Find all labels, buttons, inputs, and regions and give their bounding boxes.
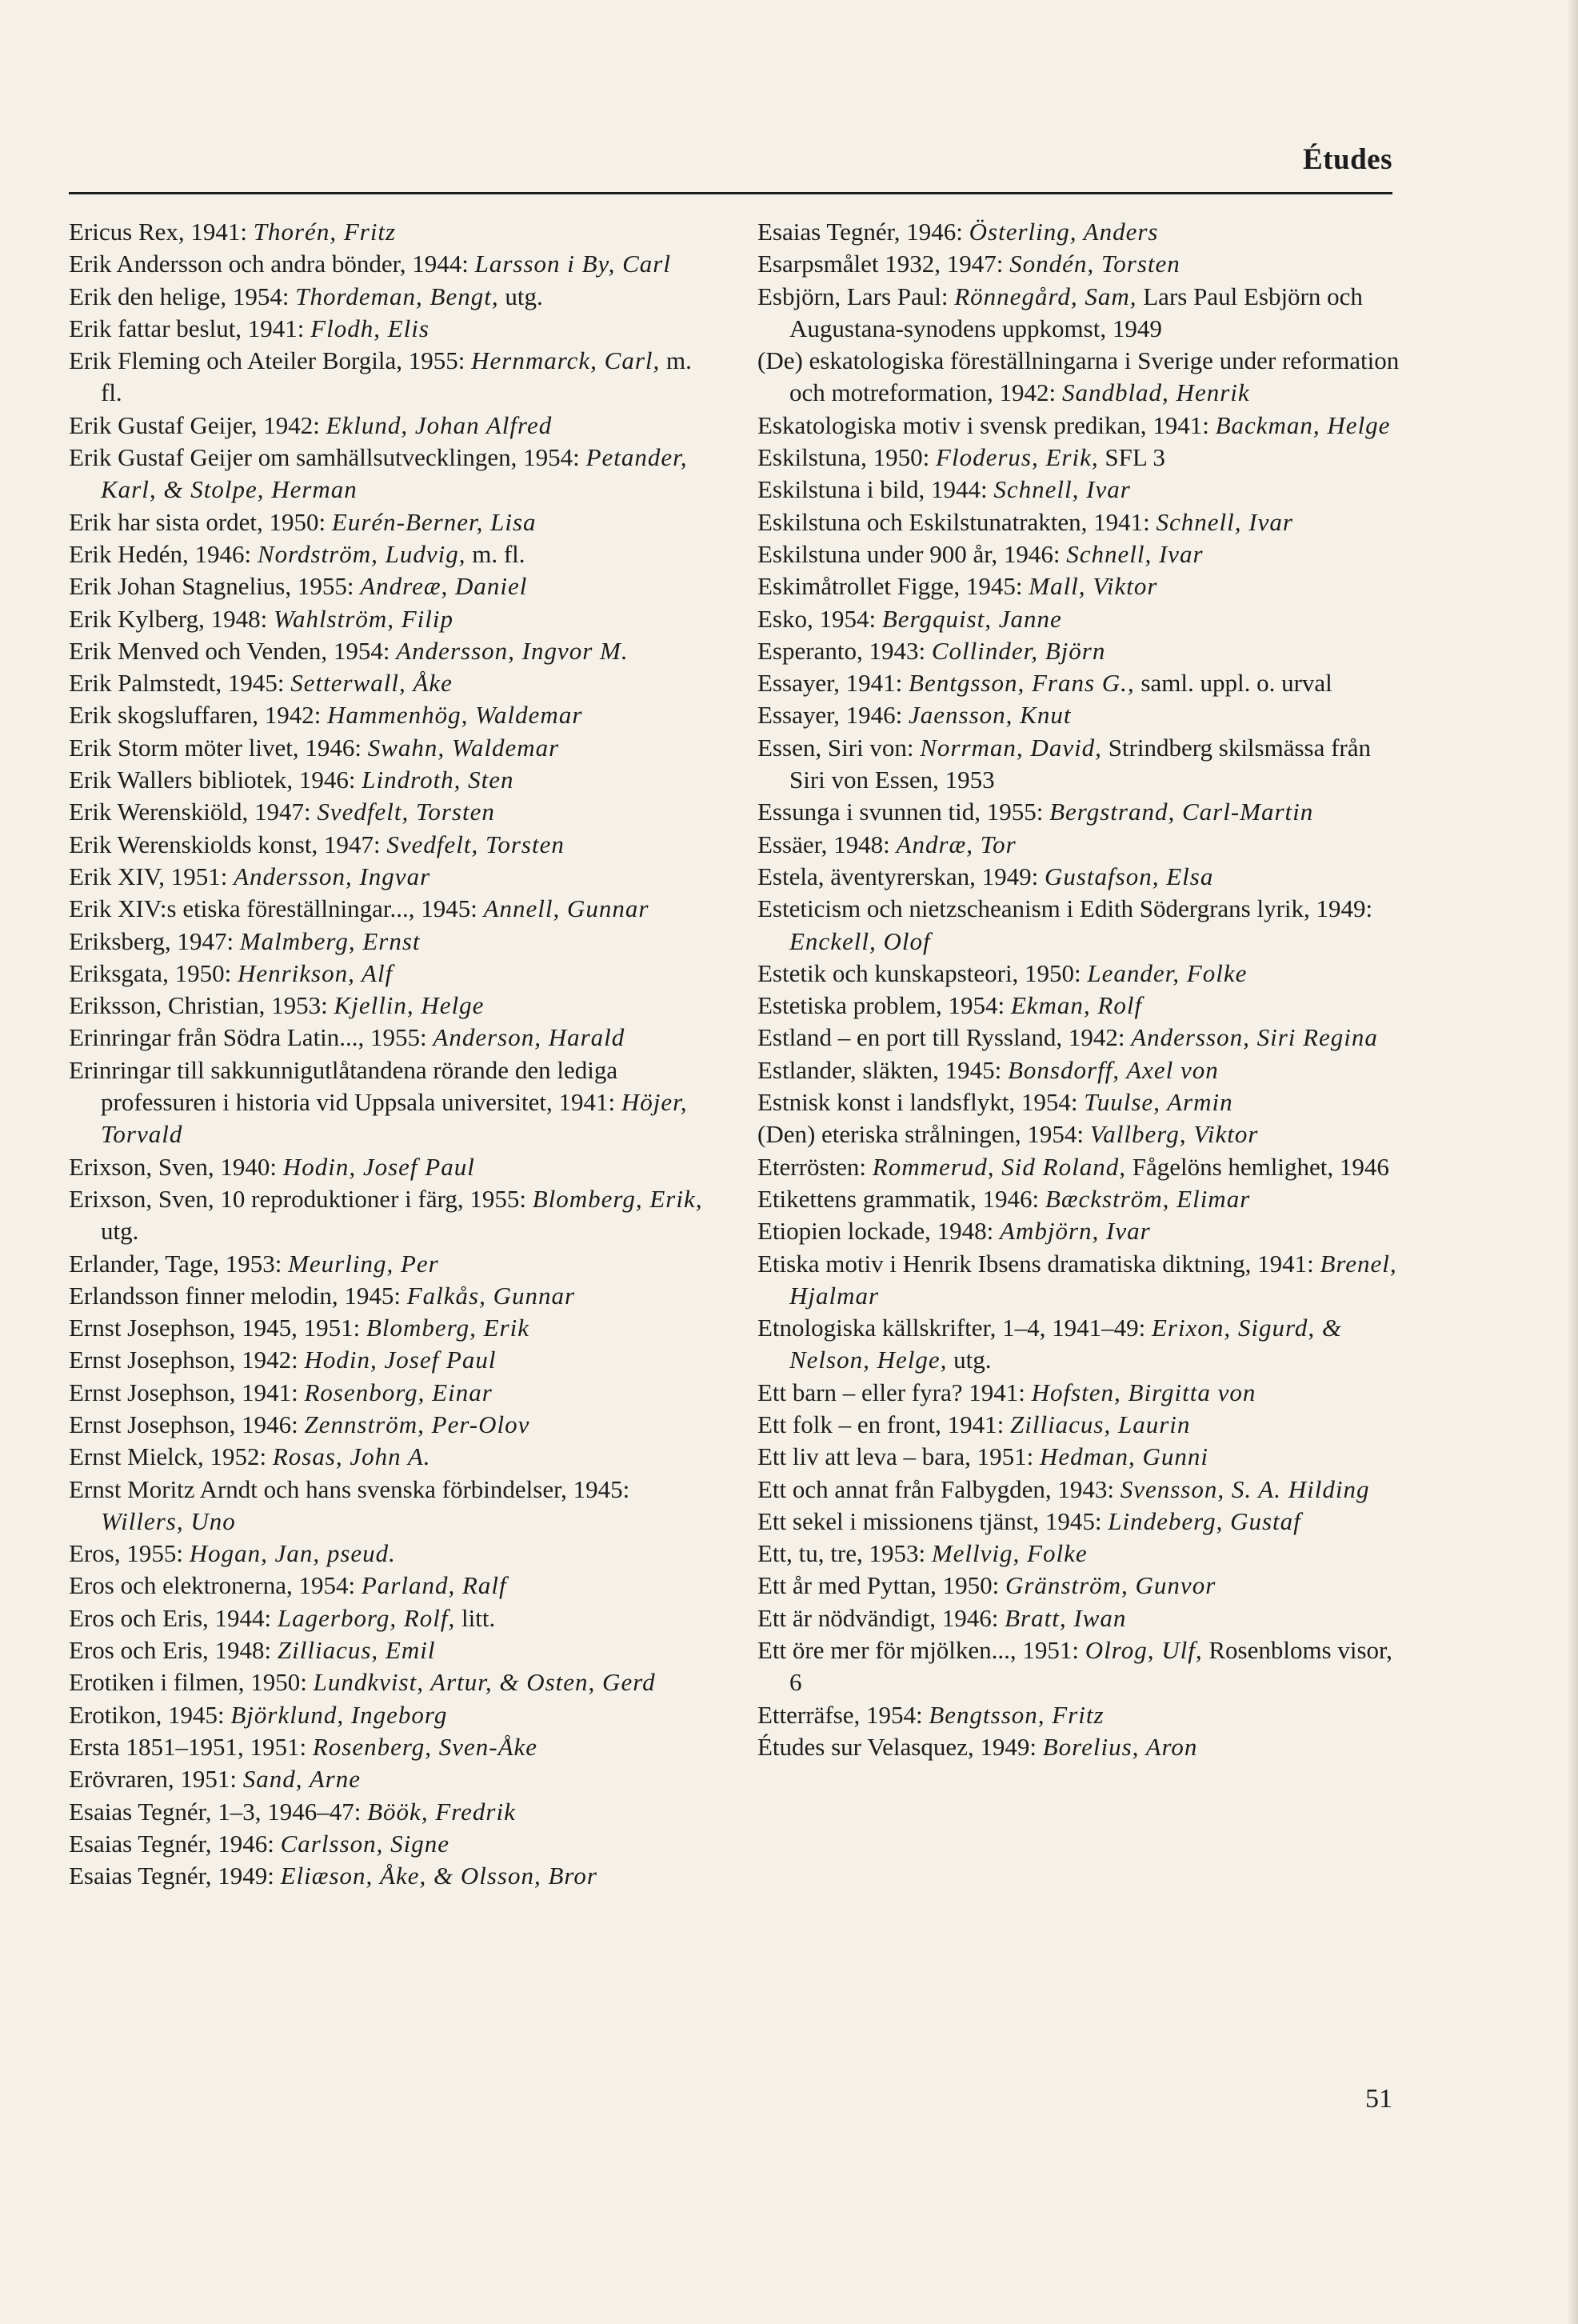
entry-author: Zilliacus, Emil: [277, 1636, 436, 1665]
entry-author: Schnell, Ivar: [993, 475, 1131, 504]
entry-title: Estetiska problem, 1954:: [757, 991, 1011, 1020]
index-entry: [69, 1344, 717, 1376]
index-entry: [69, 313, 717, 345]
entry-title: Etiopien lockade, 1948:: [757, 1217, 1001, 1246]
index-entry: [757, 1699, 1405, 1731]
entry-suffix: m. fl.: [101, 346, 692, 407]
index-entry: [69, 1634, 717, 1666]
page-number: 51: [1365, 2084, 1392, 2114]
entry-author: Willers, Uno: [101, 1506, 236, 1535]
entry-title: Esteticism och nietzscheanism i Edith Södergrans lyrik, 1949:: [757, 894, 1373, 923]
index-entry: [757, 216, 1405, 248]
entry-title: Eriksson, Christian, 1953:: [69, 991, 334, 1020]
entry-author: Collinder, Björn: [931, 636, 1106, 665]
entry-title: Erik Storm möter livet, 1946:: [69, 733, 368, 762]
index-entry: [69, 1312, 717, 1344]
index-entry: [757, 1538, 1405, 1570]
entry-title: Erik fattar beslut, 1941:: [69, 314, 311, 342]
index-entry: [757, 1409, 1405, 1441]
entry-title: Eterrösten:: [757, 1152, 873, 1181]
index-entry: [757, 1248, 1405, 1313]
index-entry: [757, 538, 1405, 570]
entry-author: Andreæ, Daniel: [360, 572, 528, 601]
index-entry: [69, 1248, 717, 1280]
entry-title: Erövraren, 1951:: [69, 1765, 243, 1794]
entry-title: Ett liv att leva – bara, 1951:: [757, 1442, 1040, 1471]
entry-author: Olrog, Ulf,: [1085, 1636, 1203, 1665]
entry-title: Etterräfse, 1954:: [757, 1700, 929, 1729]
entry-title: Ernst Josephson, 1945, 1951:: [69, 1314, 366, 1342]
entry-title: Esperanto, 1943:: [757, 636, 932, 665]
entry-suffix: saml. uppl. o. urval: [1134, 669, 1332, 698]
entry-author: Rosenberg, Sven-Åke: [312, 1732, 538, 1761]
index-entry: [69, 1763, 717, 1795]
entry-author: Bonsdorff, Axel von: [1008, 1055, 1219, 1084]
index-entry: [69, 958, 717, 990]
entry-title: Estnisk konst i landsflykt, 1954:: [757, 1088, 1085, 1117]
index-entry: [757, 1731, 1405, 1763]
entry-title: Estela, äventyrerskan, 1949:: [757, 862, 1045, 890]
entry-title: Etnologiska källskrifter, 1–4, 1941–49:: [757, 1314, 1152, 1342]
index-entry: [69, 990, 717, 1022]
entry-title: Eskilstuna under 900 år, 1946:: [757, 539, 1067, 568]
index-entry: [757, 281, 1405, 346]
index-entry: [757, 474, 1405, 506]
index-entry: [69, 1538, 717, 1570]
entry-title: Erik Werenskiolds konst, 1947:: [69, 830, 387, 858]
index-entry: [69, 764, 717, 796]
entry-title: Eskatologiska motiv i svensk predikan, 1941:: [757, 410, 1216, 439]
entry-title: (Den) eteriska strålningen, 1954:: [757, 1120, 1090, 1149]
entry-author: Eklund, Johan Alfred: [326, 410, 553, 439]
entry-title: Erik Kylberg, 1948:: [69, 604, 274, 633]
entry-title: Erik Gustaf Geijer om samhällsutvecklingen, 1954:: [69, 443, 586, 472]
entry-author: Böök, Fredrik: [367, 1797, 516, 1826]
index-entry: [69, 506, 717, 538]
entry-author: Höjer, Torvald: [101, 1088, 688, 1149]
index-entry: [757, 1570, 1405, 1602]
index-entry: [69, 829, 717, 861]
entry-title: Ernst Josephson, 1942:: [69, 1346, 305, 1374]
entry-author: Nordström, Ludvig,: [257, 539, 466, 568]
left-column: [69, 216, 717, 1892]
index-entry: [69, 570, 717, 602]
index-entry: [757, 603, 1405, 635]
index-entry: [69, 1731, 717, 1763]
entry-title: Esaias Tegnér, 1–3, 1946–47:: [69, 1797, 368, 1826]
entry-author: Tuulse, Armin: [1084, 1088, 1233, 1117]
entry-author: Björklund, Ingeborg: [230, 1700, 448, 1729]
entry-author: Kjellin, Helge: [334, 991, 485, 1020]
entry-title: Eros, 1955:: [69, 1539, 190, 1568]
index-entry: [757, 1183, 1405, 1215]
index-entry: [757, 1377, 1405, 1409]
index-entry: [69, 1570, 717, 1602]
entry-author: Sondén, Torsten: [1009, 250, 1181, 278]
entry-title: Erik Palmstedt, 1945:: [69, 669, 291, 698]
index-entry: [757, 570, 1405, 602]
entry-title: Erik skogsluffaren, 1942:: [69, 701, 328, 730]
entry-author: Bratt, Iwan: [1005, 1603, 1127, 1632]
entry-author: Zilliacus, Laurin: [1009, 1410, 1191, 1438]
entry-title: Ersta 1851–1951, 1951:: [69, 1732, 313, 1761]
entry-author: Setterwall, Åke: [290, 669, 453, 698]
entry-title: Eriksberg, 1947:: [69, 926, 240, 955]
entry-title: Ett barn – eller fyra? 1941:: [757, 1378, 1032, 1406]
index-entry: [69, 410, 717, 442]
entry-title: Esko, 1954:: [757, 604, 882, 633]
index-entry: [757, 732, 1405, 797]
entry-title: Ett år med Pyttan, 1950:: [757, 1571, 1005, 1600]
entry-suffix: Fågelöns hemlighet, 1946: [1125, 1152, 1389, 1181]
index-entry: [69, 1409, 717, 1441]
entry-author: Leander, Folke: [1087, 958, 1248, 987]
entry-title: Erik Menved och Venden, 1954:: [69, 636, 397, 665]
entry-title: Essen, Siri von:: [757, 733, 921, 762]
entry-title: Ett folk – en front, 1941:: [757, 1410, 1010, 1438]
entry-author: Jaensson, Knut: [909, 701, 1072, 730]
entry-title: Erotiken i filmen, 1950:: [69, 1668, 314, 1697]
entry-title: Ernst Josephson, 1946:: [69, 1410, 305, 1438]
index-entry: [757, 506, 1405, 538]
entry-author: Rosenborg, Einar: [304, 1378, 493, 1406]
index-entry: [69, 1699, 717, 1731]
entry-title: (De) eskatologiska föreställningarna i Sverige under reformation och motreformation, 1942:: [757, 346, 1400, 407]
entry-author: Sand, Arne: [242, 1765, 361, 1794]
entry-suffix: utg.: [947, 1346, 992, 1374]
index-entry: [757, 1086, 1405, 1118]
index-entry: [69, 442, 717, 506]
entry-author: Rommerud, Sid Roland,: [872, 1152, 1126, 1181]
entry-suffix: SFL 3: [1098, 443, 1165, 472]
index-entry: [69, 1666, 717, 1698]
index-entry: [69, 1796, 717, 1828]
entry-title: Erik den helige, 1954:: [69, 282, 296, 310]
index-entry: [69, 538, 717, 570]
entry-title: Esaias Tegnér, 1946:: [757, 218, 969, 246]
entry-author: Ekman, Rolf: [1010, 991, 1143, 1020]
entry-title: Estland – en port till Ryssland, 1942:: [757, 1023, 1132, 1052]
index-entry: [69, 1860, 717, 1892]
index-entry: [69, 1441, 717, 1473]
entry-author: Erixon, Sigurd, & Nelson, Helge,: [789, 1314, 1342, 1374]
entry-author: Bergstrand, Carl-Martin: [1049, 798, 1314, 826]
entry-title: Études sur Velasquez, 1949:: [757, 1732, 1043, 1761]
index-entry: [757, 990, 1405, 1022]
entry-author: Sandblad, Henrik: [1061, 378, 1250, 407]
entry-title: Ett öre mer för mjölken..., 1951:: [757, 1636, 1085, 1665]
entry-author: Floderus, Erik,: [936, 443, 1099, 472]
index-entry: [757, 1022, 1405, 1054]
entry-author: Borelius, Aron: [1042, 1732, 1198, 1761]
entry-author: Eliæson, Åke, & Olsson, Bror: [280, 1862, 597, 1890]
entry-author: Anderson, Harald: [433, 1023, 625, 1052]
entry-title: Erik Fleming och Ateiler Borgila, 1955:: [69, 346, 472, 375]
index-entry: [69, 1280, 717, 1312]
entry-suffix: utg.: [101, 1217, 139, 1246]
entry-author: Bengtsson, Fritz: [929, 1700, 1105, 1729]
entry-author: Lagerborg, Rolf,: [277, 1603, 456, 1632]
index-entry: [69, 732, 717, 764]
entry-author: Larsson i By, Carl: [474, 250, 671, 278]
entry-title: Ericus Rex, 1941:: [69, 218, 254, 246]
index-entry: [69, 635, 717, 667]
entry-title: Erixson, Sven, 10 reproduktioner i färg, 1955:: [69, 1184, 533, 1213]
entry-author: Flodh, Elis: [310, 314, 429, 342]
entry-author: Annell, Gunnar: [483, 894, 649, 923]
entry-author: Andræ, Tor: [896, 830, 1017, 858]
index-entry: [69, 796, 717, 828]
entry-author: Andersson, Ingvor M.: [396, 636, 629, 665]
index-entry: [69, 345, 717, 410]
entry-title: Erik Johan Stagnelius, 1955:: [69, 572, 361, 601]
entry-title: Eriksgata, 1950:: [69, 958, 238, 987]
entry-title: Eskimåtrollet Figge, 1945:: [757, 572, 1029, 601]
index-entry: [69, 1022, 717, 1054]
entry-title: Esbjörn, Lars Paul:: [757, 282, 955, 310]
entry-title: Ernst Josephson, 1941:: [69, 1378, 305, 1406]
index-entry: [757, 1151, 1405, 1183]
entry-author: Hodin, Josef Paul: [282, 1152, 475, 1181]
entry-author: Malmberg, Ernst: [239, 926, 421, 955]
entry-author: Svedfelt, Torsten: [317, 798, 495, 826]
entry-suffix: Rosenbloms visor, 6: [789, 1636, 1392, 1697]
entry-author: Falkås, Gunnar: [406, 1281, 576, 1310]
entry-author: Henrikson, Alf: [237, 958, 394, 987]
entry-title: Erik XIV, 1951:: [69, 862, 234, 890]
index-entry: [757, 635, 1405, 667]
entry-author: Thorén, Fritz: [253, 218, 397, 246]
index-entry: [69, 1602, 717, 1634]
entry-title: Eskilstuna och Eskilstunatrakten, 1941:: [757, 507, 1157, 536]
entry-author: Enckell, Olof: [789, 926, 931, 955]
entry-author: Norrman, David,: [920, 733, 1102, 762]
index-entry: [69, 667, 717, 699]
index-entry: [757, 442, 1405, 474]
header-rule: [69, 192, 1392, 194]
index-entry: [69, 1183, 717, 1248]
page-edge-shadow: [1567, 0, 1578, 2324]
entry-title: Essäer, 1948:: [757, 830, 897, 858]
entry-title: Etikettens grammatik, 1946:: [757, 1184, 1045, 1213]
index-entry: [757, 1474, 1405, 1506]
entry-author: Gränström, Gunvor: [1005, 1571, 1216, 1600]
index-entry: [69, 1054, 717, 1151]
index-entry: [757, 1602, 1405, 1634]
entry-title: Erik Gustaf Geijer, 1942:: [69, 410, 326, 439]
entry-author: Blomberg, Erik: [366, 1314, 529, 1342]
index-entry: [757, 345, 1405, 410]
entry-title: Estetik och kunskapsteori, 1950:: [757, 958, 1088, 987]
entry-author: Rosas, John A.: [272, 1442, 431, 1471]
entry-author: Andersson, Ingvar: [234, 862, 431, 890]
index-entry: [757, 248, 1405, 280]
entry-author: Eurén-Berner, Lisa: [331, 507, 537, 536]
index-entry: [757, 893, 1405, 958]
entry-author: Mellvig, Folke: [931, 1539, 1088, 1568]
entry-title: Ernst Moritz Arndt och hans svenska förbindelser, 1945:: [69, 1474, 630, 1503]
entry-author: Hernmarck, Carl,: [471, 346, 661, 375]
entry-author: Thordeman, Bengt,: [295, 282, 499, 310]
entry-author: Schnell, Ivar: [1066, 539, 1204, 568]
entry-title: Esarpsmålet 1932, 1947:: [757, 250, 1010, 278]
entry-author: Ambjörn, Ivar: [1000, 1217, 1151, 1246]
index-entry: [69, 699, 717, 731]
entry-title: Erik Wallers bibliotek, 1946:: [69, 766, 362, 794]
index-entry: [69, 281, 717, 313]
entry-author: Meurling, Per: [288, 1249, 439, 1278]
entry-title: Ett, tu, tre, 1953:: [757, 1539, 932, 1568]
entry-title: Erinringar till sakkunnigutlåtandena rörande den lediga professuren i historia vid Uppsala universitet, 1941:: [69, 1055, 621, 1117]
entry-author: Hofsten, Birgitta von: [1031, 1378, 1256, 1406]
entry-author: Vallberg, Viktor: [1089, 1120, 1259, 1149]
entry-title: Erlander, Tage, 1953:: [69, 1249, 289, 1278]
entry-author: Bergquist, Janne: [881, 604, 1062, 633]
entry-title: Etiska motiv i Henrik Ibsens dramatiska diktning, 1941:: [757, 1249, 1320, 1278]
entry-author: Hogan, Jan, pseud.: [189, 1539, 396, 1568]
entry-author: Svedfelt, Torsten: [386, 830, 565, 858]
entry-author: Hammenhög, Waldemar: [327, 701, 583, 730]
entry-title: Eros och elektronerna, 1954:: [69, 1571, 362, 1600]
entry-author: Svensson, S. A. Hilding: [1120, 1474, 1370, 1503]
index-entry: [69, 248, 717, 280]
index-entry: [69, 603, 717, 635]
entry-title: Essayer, 1946:: [757, 701, 909, 730]
entry-title: Erotikon, 1945:: [69, 1700, 231, 1729]
entry-title: Erlandsson finner melodin, 1945:: [69, 1281, 407, 1310]
index-entry: [757, 667, 1405, 699]
entry-author: Rönnegård, Sam,: [954, 282, 1137, 310]
entry-title: Esaias Tegnér, 1949:: [69, 1862, 281, 1890]
entry-author: Bæckström, Elimar: [1045, 1184, 1251, 1213]
entry-author: Petander, Karl, & Stolpe, Herman: [101, 443, 688, 504]
entry-author: Lindroth, Sten: [362, 766, 514, 794]
index-entry: [757, 1506, 1405, 1538]
index-entry: [757, 1441, 1405, 1473]
entry-title: Erik Andersson och andra bönder, 1944:: [69, 250, 475, 278]
running-head: Études: [1303, 143, 1392, 176]
index-entry: [757, 1312, 1405, 1377]
entry-title: Ett är nödvändigt, 1946:: [757, 1603, 1005, 1632]
index-entry: [69, 893, 717, 925]
entry-title: Esaias Tegnér, 1946:: [69, 1829, 281, 1858]
entry-author: Bentgsson, Frans G.,: [909, 669, 1135, 698]
entry-author: Parland, Ralf: [361, 1571, 507, 1600]
index-entry: [69, 1474, 717, 1538]
index-entry: [69, 1377, 717, 1409]
right-column: [757, 216, 1405, 1763]
entry-title: Erik XIV:s etiska föreställningar..., 1945:: [69, 894, 484, 923]
entry-suffix: utg.: [498, 282, 543, 310]
entry-title: Erik Werenskiöld, 1947:: [69, 798, 318, 826]
entry-author: Hodin, Josef Paul: [304, 1346, 497, 1374]
index-entry: [757, 958, 1405, 990]
entry-author: Mall, Viktor: [1029, 572, 1158, 601]
entry-title: Erinringar från Södra Latin..., 1955:: [69, 1023, 433, 1052]
entry-title: Essunga i svunnen tid, 1955:: [757, 798, 1050, 826]
entry-author: Backman, Helge: [1215, 410, 1391, 439]
entry-author: Brenel, Hjalmar: [789, 1249, 1397, 1310]
index-entry: [757, 410, 1405, 442]
entry-title: Eskilstuna i bild, 1944:: [757, 475, 994, 504]
index-entry: [69, 926, 717, 958]
index-entry: [757, 1118, 1405, 1150]
entry-author: Wahlström, Filip: [274, 604, 454, 633]
index-entry: [69, 216, 717, 248]
index-entry: [757, 1634, 1405, 1699]
index-entry: [69, 861, 717, 893]
index-entry: [757, 796, 1405, 828]
index-entry: [757, 1054, 1405, 1086]
entry-title: Erik har sista ordet, 1950:: [69, 507, 332, 536]
entry-author: Blomberg, Erik,: [532, 1184, 703, 1213]
index-entry: [757, 699, 1405, 731]
entry-suffix: litt.: [455, 1603, 496, 1632]
entry-title: Ett sekel i missionens tjänst, 1945:: [757, 1506, 1109, 1535]
entry-author: Swahn, Waldemar: [367, 733, 560, 762]
entry-title: Ernst Mielck, 1952:: [69, 1442, 273, 1471]
entry-author: Lindeberg, Gustaf: [1108, 1506, 1301, 1535]
entry-author: Andersson, Siri Regina: [1131, 1023, 1378, 1052]
entry-suffix: Lars Paul Esbjörn och Augustana-synodens uppkomst, 1949: [789, 282, 1363, 342]
entry-author: Lundkvist, Artur, & Osten, Gerd: [313, 1668, 656, 1697]
entry-title: Essayer, 1941:: [757, 669, 909, 698]
entry-author: Gustafson, Elsa: [1044, 862, 1214, 890]
entry-suffix: Strindberg skilsmässa från Siri von Essen, 1953: [789, 733, 1372, 794]
entry-title: Eros och Eris, 1944:: [69, 1603, 278, 1632]
entry-author: Österling, Anders: [969, 218, 1159, 246]
index-entry: [69, 1151, 717, 1183]
entry-title: Erixson, Sven, 1940:: [69, 1152, 283, 1181]
entry-title: Ett och annat från Falbygden, 1943:: [757, 1474, 1121, 1503]
index-entry: [757, 861, 1405, 893]
index-entry: [757, 1215, 1405, 1247]
entry-title: Estlander, släkten, 1945:: [757, 1055, 1008, 1084]
entry-title: Eskilstuna, 1950:: [757, 443, 937, 472]
index-entry: [69, 1828, 717, 1860]
entry-author: Carlsson, Signe: [280, 1829, 449, 1858]
entry-title: Erik Hedén, 1946:: [69, 539, 258, 568]
entry-title: Eros och Eris, 1948:: [69, 1636, 278, 1665]
index-entry: [757, 829, 1405, 861]
entry-author: Zennström, Per-Olov: [304, 1410, 530, 1438]
entry-author: Schnell, Ivar: [1156, 507, 1293, 536]
entry-suffix: m. fl.: [465, 539, 525, 568]
entry-author: Hedman, Gunni: [1039, 1442, 1209, 1471]
